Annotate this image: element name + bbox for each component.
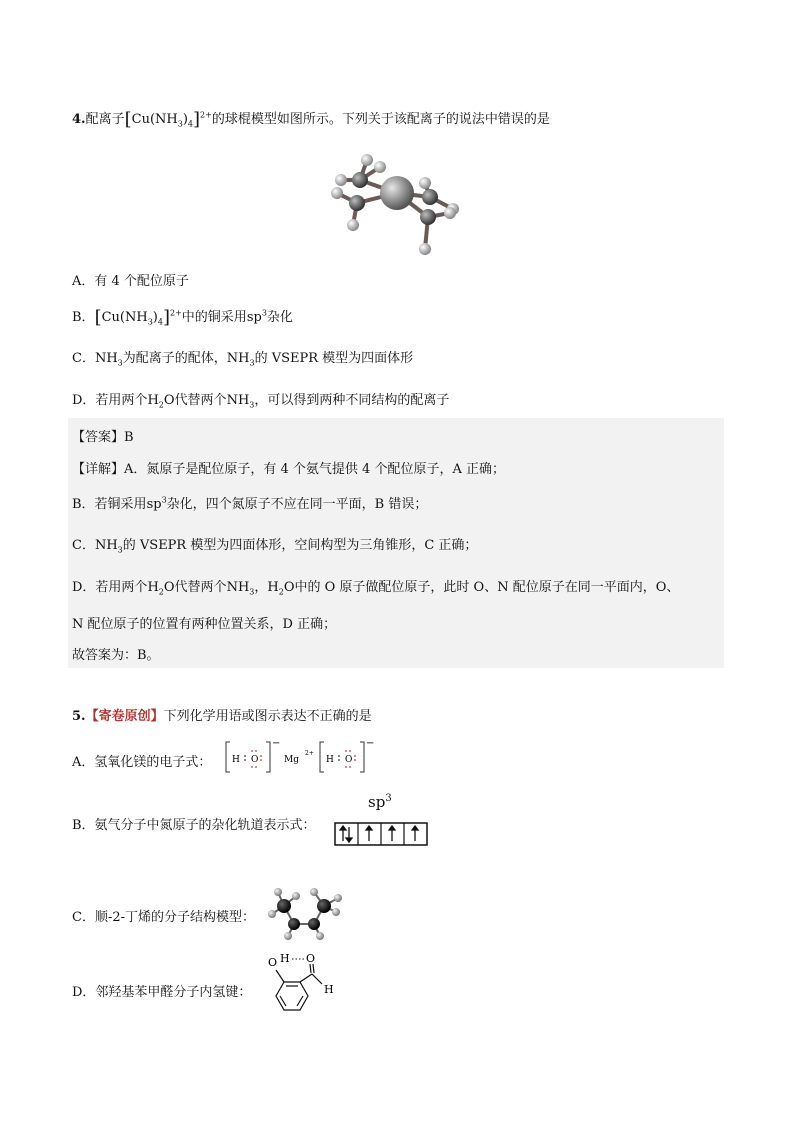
a-mg-charge: 2+: [305, 750, 314, 757]
n-atom: [422, 189, 438, 205]
d-o1: O: [268, 956, 278, 969]
d-h: H: [280, 952, 290, 965]
n-atom: [420, 209, 436, 225]
h-atom: [274, 888, 282, 896]
q4-number: 4.: [72, 112, 86, 127]
a-h-left: H: [232, 755, 240, 765]
sp3-orbital-diagram: [334, 822, 428, 846]
cis-2-butene-model: [262, 882, 354, 942]
q4-ion: Cu(NH: [131, 112, 178, 127]
h-atom: [374, 161, 386, 173]
c-atom: [277, 899, 291, 913]
cu-nh3-ball-stick-model: [325, 135, 475, 260]
h-atom: [284, 932, 292, 940]
answer-detail-2: B．若铜采用$sp^3$杂化，四个氮原子不应在同一平面，B 错误；: [72, 495, 428, 512]
h-atom: [419, 243, 431, 255]
n-atom: [352, 172, 368, 188]
d-h2: H: [324, 983, 334, 996]
mgoh2-electron-formula: [222, 738, 382, 776]
q4-ion-sub: 3: [177, 119, 183, 129]
answer-detail-4: D．若用两个$H_2O$代替两个$NH_3$，$H_2O$中的 O 原子做配位原子，此时 O、N 配位原子在同一平面内，O、: [72, 580, 680, 597]
q4-option-c: C．$NH_3$为配离子的配体，$NH_3$的 VSEPR 模型为四面体形: [72, 351, 414, 368]
answer-detail-5: N 配位原子的位置有两种位置关系，D 正确；: [72, 617, 337, 632]
sp3-label: $sp^3$: [368, 793, 392, 811]
n-atom: [349, 195, 365, 211]
a-h-right: H: [326, 755, 334, 765]
h-atom: [310, 888, 318, 896]
answer-label: 【答案】B: [72, 430, 134, 445]
h-atom: [361, 154, 373, 166]
h-atom: [335, 174, 347, 186]
h-atom: [292, 892, 300, 900]
q4-ion-charge: 2+: [200, 110, 212, 120]
q4-option-b: B．$[Cu(NH_3)_4]^{2+}$中的铜采用$sp^3$杂化: [72, 307, 293, 328]
c-atom: [288, 918, 300, 930]
h-atom: [347, 219, 359, 231]
q5-option-b: B．氨气分子中氮原子的杂化轨道表示式：: [72, 818, 316, 833]
q5-stem: [72, 705, 372, 724]
h-atom: [316, 932, 324, 940]
h-atom: [334, 894, 342, 902]
q5-stem-text: 下列化学用语或图示表达不正确的是: [163, 709, 372, 724]
answer-conclusion: 故答案为：B。: [72, 648, 160, 663]
q4-stem: 4.配离子$[Cu(NH_3)_4]^{2+}$的球棍模型如图所示。下列关于该配离子的说法中错误的是: [72, 109, 550, 130]
d-o2: O: [306, 952, 316, 965]
h-atom: [444, 207, 456, 219]
q4-ion-count: 4: [187, 119, 193, 129]
answer-detail-1: 【详解】A．氮原子是配位原子，有 4 个氨气提供 4 个配位原子，A 正确；: [72, 462, 505, 477]
c-atom: [317, 899, 331, 913]
q5-tag: 【寄卷原创】: [85, 709, 164, 724]
o-hydroxybenzaldehyde-structure: [262, 948, 346, 1026]
h-atom: [332, 908, 340, 916]
q5-option-a: A．氢氧化镁的电子式：: [72, 755, 212, 770]
a-o-left: O: [251, 755, 259, 765]
h-atom: [419, 177, 431, 189]
q4-stem-pre: 配离子: [85, 112, 125, 127]
q4-ion-close: ): [182, 112, 188, 127]
q4-option-a: A．有 4 个配位原子: [72, 274, 189, 289]
q5-number: 5.: [72, 709, 86, 724]
q4-stem-post: 的球棍模型如图所示。下列关于该配离子的说法中错误的是: [211, 112, 550, 127]
h-atom: [268, 910, 276, 918]
a-minus-left: −: [272, 738, 281, 749]
a-mg: Mg: [284, 755, 299, 765]
q4-option-d: D．若用两个$H_2O$代替两个$NH_3$，可以得到两种不同结构的配离子: [72, 393, 450, 410]
q5-option-c: C．顺-2-丁烯的分子结构模型：: [72, 910, 256, 925]
h-atom: [331, 187, 343, 199]
c-atom: [308, 918, 320, 930]
a-o-right: O: [345, 755, 353, 765]
q5-option-d: D．邻羟基苯甲醛分子内氢键：: [72, 985, 252, 1000]
answer-detail-3: C．$NH_3$的 VSEPR 模型为四面体形，空间构型为三角锥形，C 正确；: [72, 538, 478, 555]
a-minus-right: −: [366, 738, 375, 749]
cu-atom: [380, 176, 414, 210]
